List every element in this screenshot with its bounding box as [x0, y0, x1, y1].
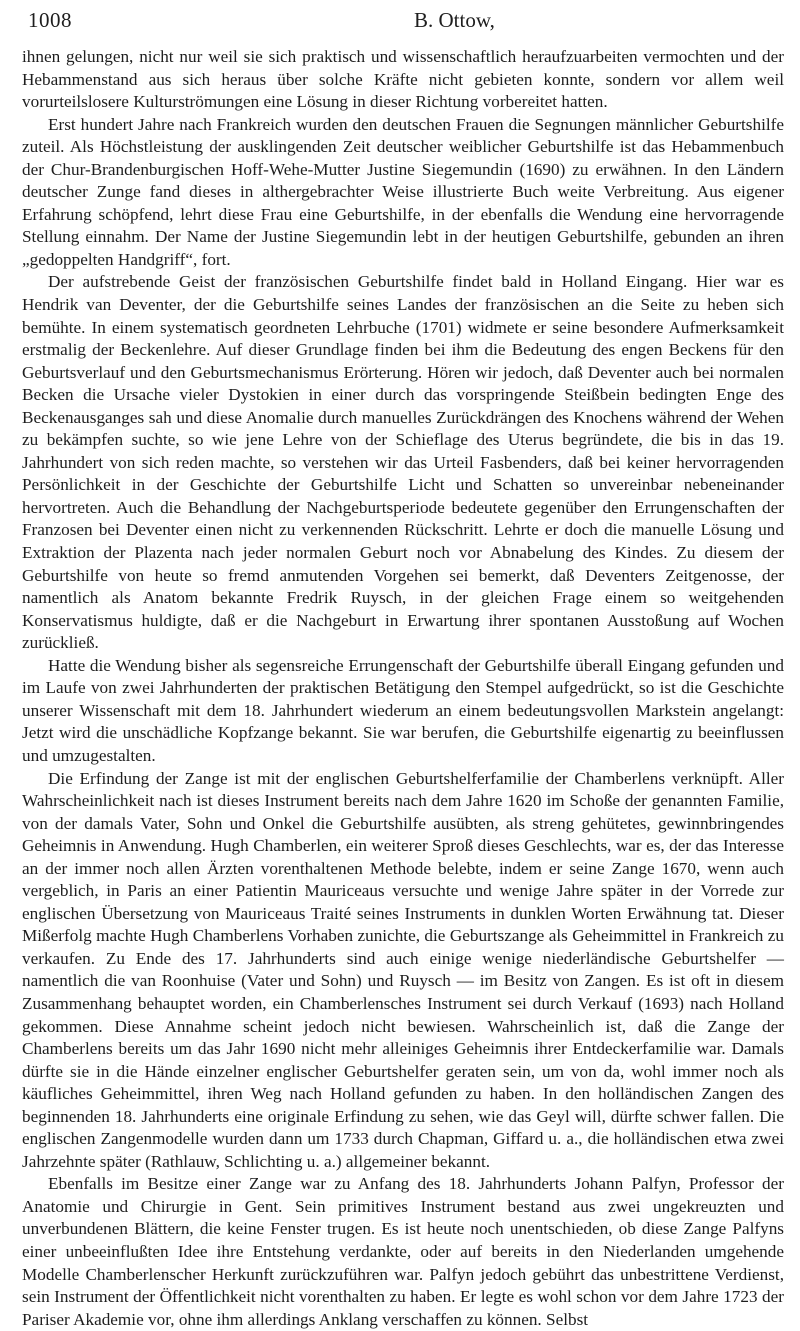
paragraph: Erst hundert Jahre nach Frankreich wurden den deutschen Frauen die Segnungen männlicher Geburtshilfe zuteil. Als Höchstleistung der ausklingenden Zeit deutscher weiblicher Geburtshilfe ist das Hebammenbuch der Chur-Brandenburgischen Hoff-Wehe-Mutter Justine Siegemundin (1690) zu erwähnen. In den Ländern deutscher Zunge fand dieses in althergebrachter Weise illustrierte Buch weite Verbreitung. Aus eigener Erfahrung schöpfend, lehrt diese Frau eine Geburtshilfe, in der ebenfalls die Wendung eine hervorragende Stellung einnahm. Der Name der Justine Siegemundin lebt in der heutigen Geburtshilfe, gebunden an ihren „gedoppelten Handgriff“, fort.	[22, 114, 784, 269]
body-text	[22, 46, 784, 1331]
paragraph: Ebenfalls im Besitze einer Zange war zu Anfang des 18. Jahrhunderts Johann Palfyn, Professor der Anatomie und Chirurgie in Gent. Sein primitives Instrument bestand aus zwei ungekreuzten und unverbundenen Blättern, die keine Fenster trugen. Es ist heute noch unentschieden, ob diese Zange Palfyns einer unbeeinflußten Idee ihre Entstehung verdankte, oder auf bereits in den Niederlanden umgehende Modelle Chamberlenscher Herkunft zurückzuführen war. Palfyn jedoch gebührt das unbestrittene Verdienst, sein Instrument der Öffentlichkeit nicht vorenthalten zu haben. Er legte es wohl schon vor dem Jahre 1723 der Pariser Akademie vor, ohne ihm allerdings Anklang verschaffen zu können. Selbst	[22, 1174, 784, 1329]
paragraph: Der aufstrebende Geist der französischen Geburtshilfe findet bald in Holland Eingang. Hier war es Hendrik van Deventer, der die Geburtshilfe seines Landes der französischen an die Seite zu heben sich bemühte. In einem systematisch geordneten Lehrbuche (1701) widmete er seine besondere Aufmerksamkeit erstmalig der Beckenlehre. Auf dieser Grundlage finden bei ihm die Bedeutung des engen Beckens für den Geburtsverlauf und den Geburtsmechanismus Erörterung. Hören wir jedoch, daß Deventer auch bei normalen Becken die Ursache vieler Dystokien in einer durch das vorspringende Steißbein bedingten Enge des Beckenausganges sah und diese Anomalie durch manuelles Zurückdrängen des Knochens während der Wehen zu bekämpfen suchte, so wie jene Lehre von der Schieflage des Uterus begründete, die bis in das 19. Jahrhundert von sich reden machte, so verstehen wir das Urteil Fasbenders, daß bei keiner hervorragenden Persönlichkeit in der Geschichte der Geburtshilfe Licht und Schatten so unvereinbar nebeneinander hervortreten. Auch die Behandlung der Nachgeburtsperiode bedeutete gegenüber den Errungenschaften der Franzosen bei Deventer einen nicht zu verkennenden Rückschritt. Lehrte er doch die manuelle Lösung und Extraktion der Plazenta nach jeder normalen Geburt noch vor Abnabelung des Kindes. Zu diesem der Geburtshilfe von heute so fremd anmutenden Vorgehen sei bemerkt, daß Deventers Zeitgenosse, der namentlich als Anatom bekannte Fredrik Ruysch, in der gleichen Frage einem so weitgehenden Konservatismus huldigte, daß er die Nachgeburt in Erwartung ihrer spontanen Ausstoßung auf Wochen zurückließ.	[22, 272, 784, 653]
paragraph: Die Erfindung der Zange ist mit der englischen Geburtshelferfamilie der Chamberlens verknüpft. Aller Wahrscheinlichkeit nach ist dieses Instrument bereits nach dem Jahre 1620 im Schoße der genannten Familie, von der damals Vater, Sohn und Onkel die Geburtshilfe ausübten, als streng gehütetes, gewinnbringendes Geheimnis in Anwendung. Hugh Chamberlen, ein weiterer Sproß dieses Geschlechts, war es, der das Interesse an der immer noch allen Ärzten vorenthaltenen Methode belebte, indem er seine Zange 1670, wenn auch vergeblich, in Paris an einer Patientin Mauriceaus versuchte und wenige Jahre später in der Vorrede zur englischen Übersetzung von Mauriceaus Traité seines Instruments in dunklen Worten Erwähnung tat. Dieser Mißerfolg machte Hugh Chamberlens Vorhaben zunichte, die Geburtszange als Geheimmittel in Frankreich zu verkaufen. Zu Ende des 17. Jahrhunderts sind auch einige wenige niederländische Geburtshelfer — namentlich die van Roonhuise (Vater und Sohn) und Ruysch — im Besitz von Zangen. Es ist oft in diesem Zusammenhang behauptet worden, ein Chamberlensches Instrument sei durch Verkauf (1693) nach Holland gekommen. Diese Annahme scheint jedoch nicht bewiesen. Wahrscheinlich ist, daß die Zange der Chamberlens bereits um das Jahr 1690 nicht mehr alleiniges Geheimnis ihrer Entdeckerfamilie war. Damals dürfte sie in die Hände einzelner englischer Geburtshelfer geraten sein, um von da, wohl immer noch als käufliches Geheimmittel, ihren Weg nach Holland gefunden zu haben. In den holländischen Zangen des beginnenden 18. Jahrhunderts eine originale Erfindung zu sehen, wie das Geyl will, dürfte schwer fallen. Die englischen Zangenmodelle wurden dann um 1733 durch Chapman, Giffard u. a., die holländischen etwa zwei Jahrzehnte später (Rathlauw, Schlichting u. a.) allgemeiner bekannt.	[22, 768, 784, 1171]
book-page	[22, 0, 784, 1329]
page-header	[22, 0, 784, 44]
page-number: 1008	[28, 8, 72, 32]
running-head: B. Ottow,	[414, 8, 495, 32]
paragraph: ihnen gelungen, nicht nur weil sie sich praktisch und wissenschaftlich heraufzuarbeiten vermochten und der Hebammenstand aus sich heraus über solche Kräfte nicht gebieten konnte, sondern vor allem weil vorurteilslosere Kulturströmungen eine Lösung in dieser Richtung vorbereitet hatten.	[22, 47, 784, 112]
paragraph: Hatte die Wendung bisher als segensreiche Errungenschaft der Geburtshilfe überall Eingang gefunden und im Laufe von zwei Jahrhunderten der praktischen Betätigung den Stempel aufgedrückt, so ist die Geschichte unserer Wissenschaft mit dem 18. Jahrhundert wiederum an einem bedeutungsvollen Markstein angelangt: Jetzt wird die unschädliche Kopfzange bekannt. Sie war berufen, die Geburtshilfe eigenartig zu beeinflussen und umzugestalten.	[22, 655, 784, 765]
